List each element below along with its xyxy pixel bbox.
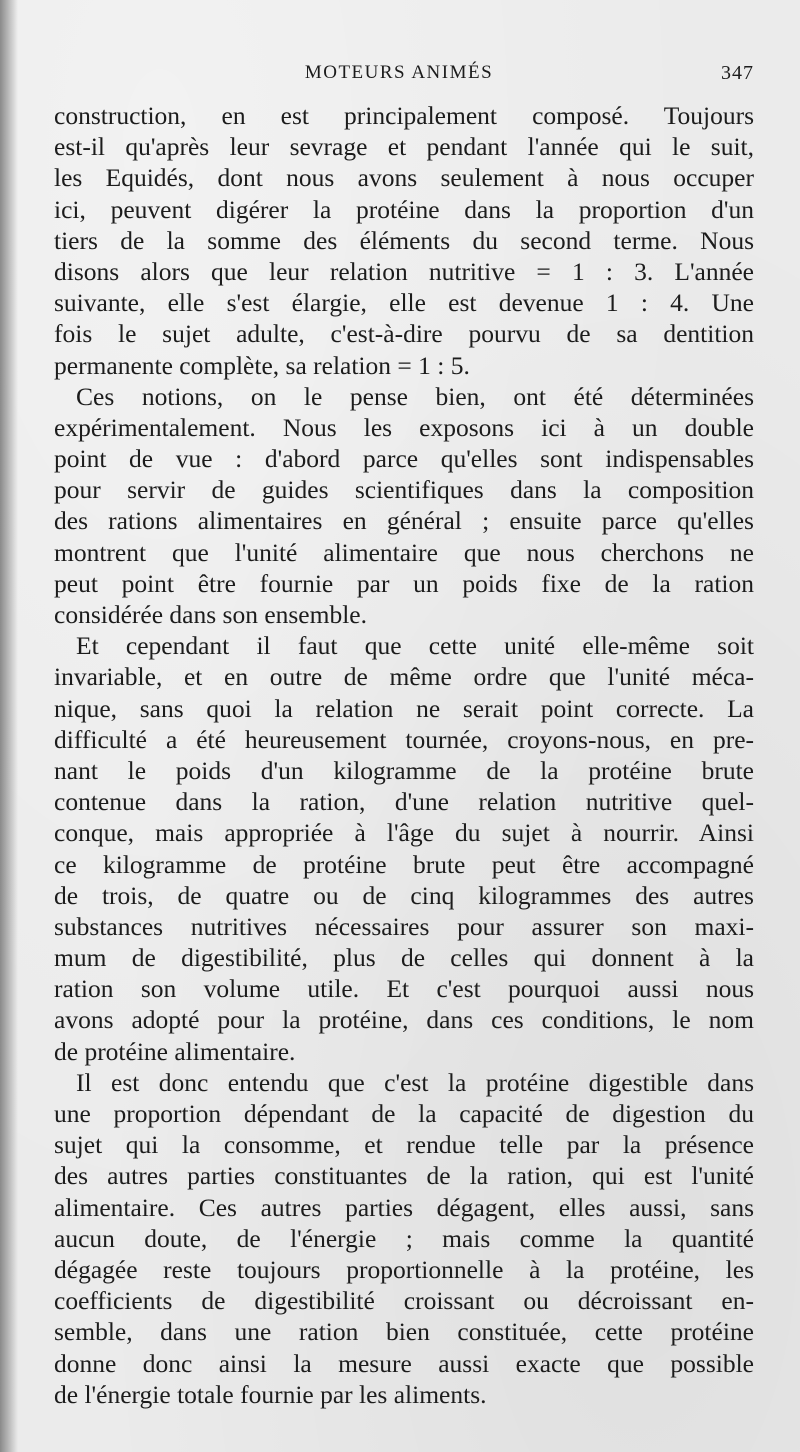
text-line: dégagée reste toujours proportionnelle à la protéine, les: [54, 1254, 754, 1284]
page-number: 347: [721, 62, 754, 84]
text-line: nant le poids d'un kilogramme de la protéine brute: [54, 755, 754, 785]
text-line: une proportion dépendant de la capacité de digestion du: [54, 1099, 754, 1128]
text-line: difficulté a été heureusement tournée, croyons-nous, en pre-: [54, 724, 754, 754]
text-line: pour servir de guides scientifiques dans la composition: [54, 475, 754, 505]
text-line: montrent que l'unité alimentaire que nous cherchons ne: [54, 537, 754, 567]
text-line: semble, dans une ration bien constituée, cette protéine: [54, 1317, 754, 1347]
text-line: point de vue : d'abord parce qu'elles sont indispensables: [54, 444, 754, 474]
text-line: peut point être fournie par un poids fixe de la ration: [54, 568, 754, 598]
text-line: substances nutritives nécessaires pour assurer son maxi-: [54, 911, 754, 941]
running-title: MOTEURS ANIMÉS: [304, 62, 494, 83]
text-line: invariable, et en outre de même ordre que l'unité méca-: [54, 662, 754, 692]
text-line: mum de digestibilité, plus de celles qui donnent à la: [54, 943, 754, 973]
text-line: de protéine alimentaire.: [54, 1036, 296, 1066]
text-line: sujet qui la consomme, et rendue telle par la présence: [54, 1130, 754, 1160]
text-line: expérimentalement. Nous les exposons ici à un double: [54, 412, 754, 442]
text-line: ici, peuvent digérer la protéine dans la proportion d'un: [54, 194, 754, 224]
text-line: ration son volume utile. Et c'est pourquoi aussi nous: [54, 974, 754, 1004]
text-line: nique, sans quoi la relation ne serait point correcte. La: [54, 693, 754, 723]
text-line: les Equidés, dont nous avons seulement à nous occuper: [54, 163, 754, 193]
text-line: aucun doute, de l'énergie ; mais comme la quantité: [54, 1223, 754, 1253]
text-line: disons alors que leur relation nutritive = 1 : 3. L'année: [54, 256, 754, 286]
text-line: est-il qu'après leur sevrage et pendant l'année qui le suit,: [54, 132, 754, 162]
page-header: [54, 58, 754, 90]
text-line: coefficients de digestibilité croissant ou décroissant en-: [54, 1286, 754, 1316]
text-line: des rations alimentaires en général ; ensuite parce qu'elles: [54, 506, 754, 536]
text-line: permanente complète, sa relation = 1 : 5.: [54, 350, 470, 380]
text-line: conque, mais appropriée à l'âge du sujet à nourrir. Ainsi: [54, 818, 754, 848]
text-line: ce kilogramme de protéine brute peut être accompagné: [54, 849, 754, 879]
text-line: avons adopté pour la protéine, dans ces conditions, le nom: [54, 1005, 754, 1035]
text-line: alimentaire. Ces autres parties dégagent, elles aussi, sans: [54, 1192, 754, 1222]
text-line: de l'énergie totale fournie par les aliments.: [54, 1379, 487, 1409]
body-text: [54, 100, 754, 1410]
text-line: considérée dans son ensemble.: [54, 600, 367, 629]
text-line: suivante, elle s'est élargie, elle est devenue 1 : 4. Une: [54, 288, 754, 318]
text-line: fois le sujet adulte, c'est-à-dire pourvu de sa dentition: [54, 319, 754, 349]
text-line: construction, en est principalement composé. Toujours: [54, 101, 754, 130]
text-line: de trois, de quatre ou de cinq kilogrammes des autres: [54, 880, 754, 910]
text-line: Il est donc entendu que c'est la protéine digestible dans: [76, 1067, 754, 1097]
binding-shadow: [0, 0, 18, 1452]
text-line: Et cependant il faut que cette unité elle-même soit: [76, 631, 754, 661]
text-line: donne donc ainsi la mesure aussi exacte que possible: [54, 1348, 754, 1378]
text-line: tiers de la somme des éléments du second terme. Nous: [54, 225, 754, 255]
text-line: Ces notions, on le pense bien, ont été déterminées: [76, 381, 754, 411]
text-line: des autres parties constituantes de la ration, qui est l'unité: [54, 1161, 754, 1191]
text-line: contenue dans la ration, d'une relation nutritive quel-: [54, 787, 754, 817]
